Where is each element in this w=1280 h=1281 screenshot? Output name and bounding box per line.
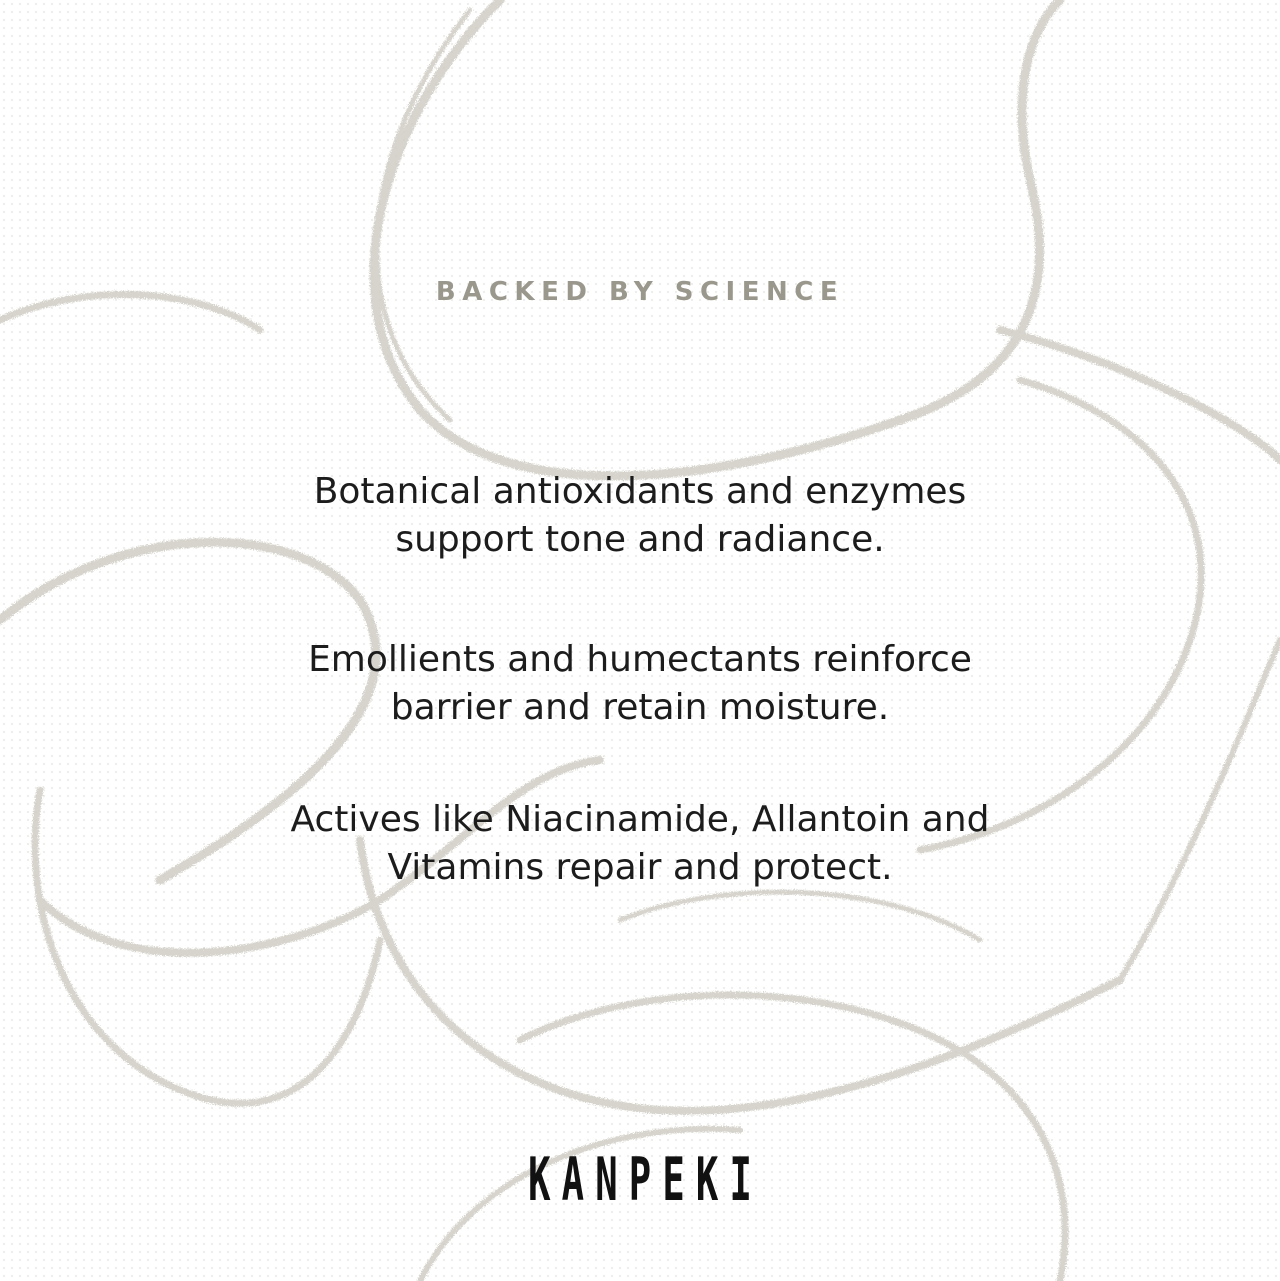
statement-line: Actives like Niacinamide, Allantoin and	[290, 799, 990, 840]
section-eyebrow-title: BACKED BY SCIENCE	[435, 277, 845, 307]
statement-line: Botanical antioxidants and enzymes	[313, 471, 967, 512]
science-statement-antioxidants	[160, 468, 1120, 564]
statement-line: support tone and radiance.	[395, 519, 885, 560]
science-statement-actives	[160, 796, 1120, 892]
brand-logo: KANPEKI	[528, 1145, 764, 1215]
statement-line: Vitamins repair and protect.	[387, 847, 893, 888]
science-statement-emollients	[160, 636, 1120, 732]
statement-line: barrier and retain moisture.	[390, 687, 890, 728]
statement-line: Emollients and humectants reinforce	[308, 639, 972, 680]
